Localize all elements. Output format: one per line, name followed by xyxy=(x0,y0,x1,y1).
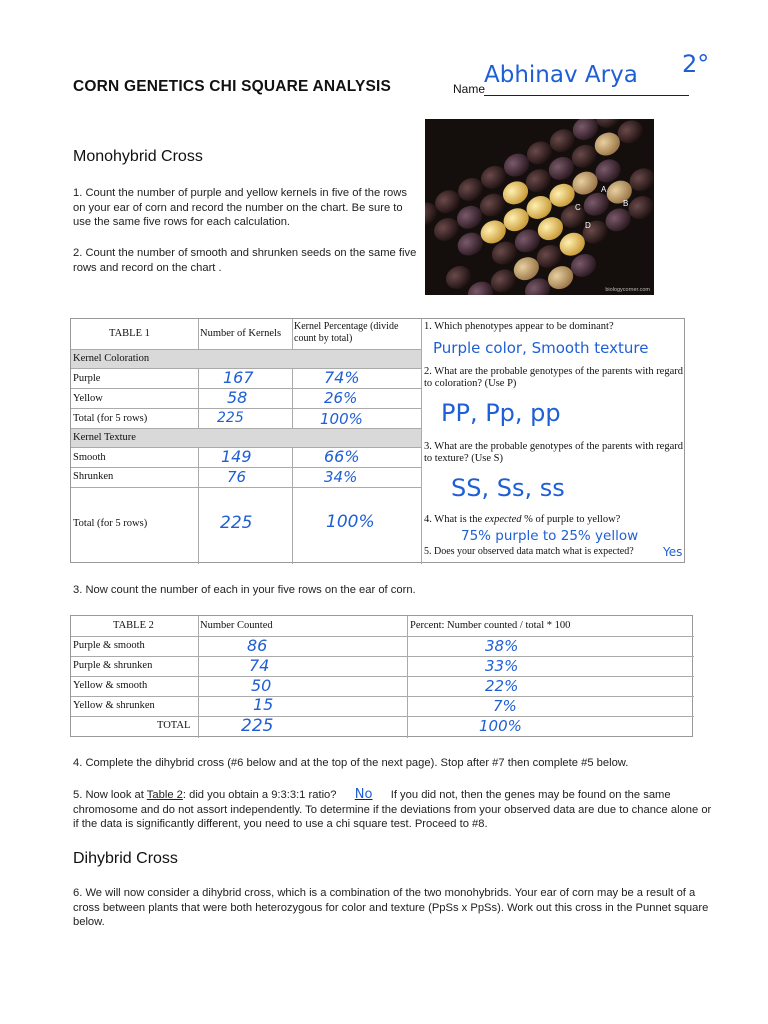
page-title: CORN GENETICS CHI SQUARE ANALYSIS xyxy=(73,78,392,95)
table-1-title: TABLE 1 xyxy=(109,328,150,339)
question-5: 5. Does your observed data match what is expected? xyxy=(424,546,634,557)
corn-photo xyxy=(425,119,654,295)
yellow-smooth-percent: 22% xyxy=(485,677,519,695)
step-5-text: 5. Now look at Table 2: did you obtain a 9:3:3:1 ratio? No If you did not, then the genes may be found on the same chromosome and do not assort independently. To determine if the deviations from your observed data are due to chance alone or if the data is significantly different, you need to use a chi square test. Proceed to #8. xyxy=(73,787,712,830)
table-2-reference: Table 2 xyxy=(146,789,183,801)
answer-2: PP, Pp, pp xyxy=(441,399,561,427)
texture-total-percent: 100% xyxy=(326,512,375,532)
step-4-text: 4. Complete the dihybrid cross (#6 below and at the top of the next page). Stop after #7 then complete #5 below. xyxy=(73,757,629,769)
kernel-label-a: A xyxy=(601,185,607,194)
col-header-kernels: Number of Kernels xyxy=(200,328,282,339)
table-2 xyxy=(70,615,693,737)
yellow-smooth-count: 50 xyxy=(251,676,272,695)
total-percent: 100% xyxy=(479,717,522,735)
answer-3: SS, Ss, ss xyxy=(451,474,565,502)
ratio-answer: No xyxy=(354,787,373,802)
step-6-text: 6. We will now consider a dihybrid cross, which is a combination of the two monohybrids. Your ear of corn may be a result of a cross between plants that were both heterozygous for color and texture (PpSs x PpSs). Work out this cross in the Punnet square below. xyxy=(73,887,709,928)
col-header-percent: Percent: Number counted / total * 100 xyxy=(410,620,571,631)
kernel-label-b: B xyxy=(623,199,629,208)
image-credit: biologycorner.com xyxy=(605,287,650,293)
row-label-purple-smooth: Purple & smooth xyxy=(73,640,145,651)
yellow-percent: 26% xyxy=(324,389,358,407)
smooth-count: 149 xyxy=(221,447,252,466)
answer-5: Yes xyxy=(663,545,683,559)
name-value: Abhinav Arya xyxy=(484,62,638,88)
section-label-texture: Kernel Texture xyxy=(73,432,136,443)
row-label-total-color: Total (for 5 rows) xyxy=(73,413,148,424)
purple-count: 167 xyxy=(223,368,254,387)
answer-1: Purple color, Smooth texture xyxy=(433,339,649,357)
question-3: 3. What are the probable genotypes of the parents with regard to texture? (Use S) xyxy=(424,441,684,464)
col-header-percentage: Kernel Percentage (divide count by total) xyxy=(294,321,399,344)
kernel-label-c: C xyxy=(575,203,581,212)
kernel-label-d: D xyxy=(585,221,591,230)
row-label-purple-shrunken: Purple & shrunken xyxy=(73,660,153,671)
step-1-text: 1. Count the number of purple and yellow kernels in five of the rows on your ear of corn and record the number on the chart. Be sure to use the same five rows for each calculation. xyxy=(73,187,407,228)
question-4: 4. What is the expected % of purple to yellow? xyxy=(424,514,621,525)
name-underline xyxy=(484,95,689,96)
col-header-counted: Number Counted xyxy=(200,620,273,631)
row-label-yellow-smooth: Yellow & smooth xyxy=(73,680,148,691)
period-value: 2° xyxy=(682,50,710,78)
row-label-smooth: Smooth xyxy=(73,452,106,463)
monohybrid-heading: Monohybrid Cross xyxy=(73,148,203,165)
color-total-percent: 100% xyxy=(320,410,363,428)
row-label-total: TOTAL xyxy=(157,720,191,731)
row-label-purple: Purple xyxy=(73,373,101,384)
yellow-count: 58 xyxy=(227,388,248,407)
name-label: Name xyxy=(453,82,486,96)
question-1: 1. Which phenotypes appear to be dominant? xyxy=(424,321,614,332)
shrunken-percent: 34% xyxy=(324,468,358,486)
purple-smooth-count: 86 xyxy=(247,636,268,655)
purple-shrunken-count: 74 xyxy=(249,656,270,675)
smooth-percent: 66% xyxy=(324,447,360,466)
dihybrid-heading: Dihybrid Cross xyxy=(73,850,178,867)
table-2-title: TABLE 2 xyxy=(113,620,154,631)
purple-percent: 74% xyxy=(324,368,360,387)
texture-total-count: 225 xyxy=(220,513,253,533)
yellow-shrunken-count: 15 xyxy=(253,695,274,714)
table-1 xyxy=(70,318,685,563)
corn-kernels-graphic xyxy=(425,119,654,295)
yellow-shrunken-percent: 7% xyxy=(493,697,517,715)
purple-shrunken-percent: 33% xyxy=(485,657,519,675)
row-label-shrunken: Shrunken xyxy=(73,471,114,482)
row-label-total-texture: Total (for 5 rows) xyxy=(73,518,148,529)
section-label-coloration: Kernel Coloration xyxy=(73,353,150,364)
step-2-text: 2. Count the number of smooth and shrunken seeds on the same five rows and record on the chart . xyxy=(73,247,417,274)
shrunken-count: 76 xyxy=(227,468,247,486)
row-label-yellow-shrunken: Yellow & shrunken xyxy=(73,700,155,711)
total-count: 225 xyxy=(241,716,274,736)
row-label-yellow: Yellow xyxy=(73,393,103,404)
purple-smooth-percent: 38% xyxy=(485,637,519,655)
step-3-text: 3. Now count the number of each in your five rows on the ear of corn. xyxy=(73,584,416,596)
question-2: 2. What are the probable genotypes of the parents with regard to coloration? (Use P) xyxy=(424,366,684,389)
answer-4: 75% purple to 25% yellow xyxy=(461,528,639,544)
color-total-count: 225 xyxy=(217,410,244,426)
